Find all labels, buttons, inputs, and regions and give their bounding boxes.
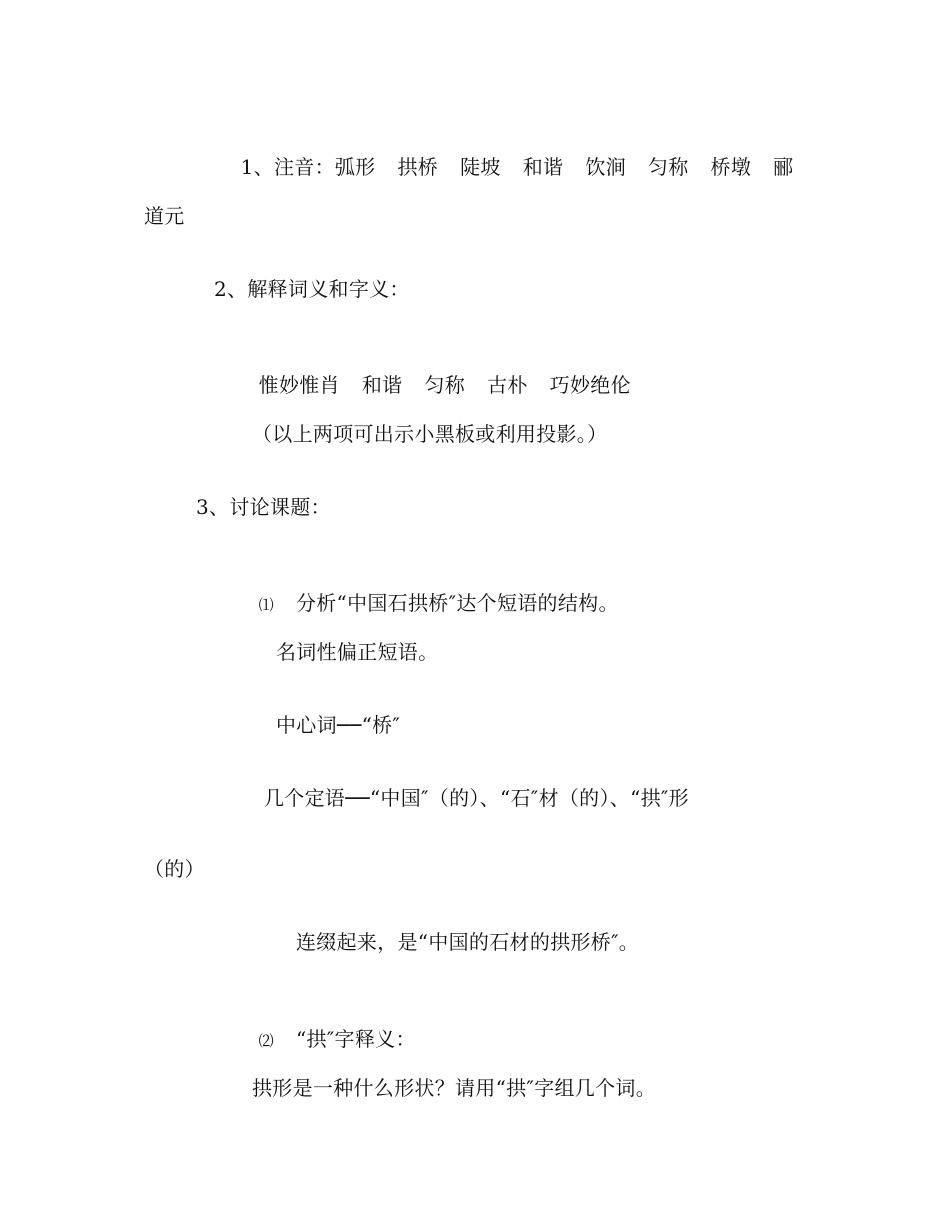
item2-term: 匀称 <box>424 373 466 397</box>
item1-term: 拱桥 <box>397 155 439 179</box>
item3-q2 <box>232 1003 416 1077</box>
q2-text: “拱″字释义： <box>295 1027 416 1051</box>
item1-term: 弧形 <box>334 155 376 179</box>
item1-term: 桥墩 <box>710 155 752 179</box>
item1-term: 陡坡 <box>460 155 501 179</box>
item1-term: 饮涧 <box>585 155 626 179</box>
item3-q1 <box>232 567 619 641</box>
q1-answer4: 连缀起来，是“中国的石材的拱形桥″。 <box>296 930 640 954</box>
item2-heading: 2、解释词义和字义： <box>214 277 410 301</box>
item2-term: 和谐 <box>361 373 403 397</box>
item2-note: （以上两项可出示小黑板或利用投影。） <box>252 422 608 446</box>
q1-answer1: 名词性偏正短语。 <box>276 640 439 664</box>
q1-answer3: 几个定语──“中国″（的）、“石″材（的）、“拱″形 <box>264 786 689 810</box>
q1-text: 分析“中国石拱桥″达个短语的结构。 <box>295 591 619 615</box>
item1-term: 郦 <box>773 155 794 179</box>
item1-prefix: 1、注音： <box>240 155 335 179</box>
q1-marker: ⑴ <box>258 596 274 614</box>
q1-answer2: 中心词──“桥″ <box>276 713 401 737</box>
q1-answer3-cont: （的） <box>144 857 205 881</box>
item1-term: 和谐 <box>522 155 564 179</box>
item2-term: 惟妙惟肖 <box>258 373 340 397</box>
item1-term: 匀称 <box>647 155 689 179</box>
item2-term: 巧妙绝伦 <box>549 373 631 397</box>
item2-terms-line <box>232 349 631 421</box>
item2-term: 古朴 <box>487 373 528 397</box>
item3-heading: 3、讨论课题： <box>196 495 331 519</box>
q2-followup: 拱形是一种什么形状？请用“拱″字组几个词。 <box>252 1076 656 1100</box>
q2-marker: ⑵ <box>258 1032 274 1050</box>
item1-continuation: 道元 <box>144 204 185 228</box>
item1-line <box>214 131 793 203</box>
